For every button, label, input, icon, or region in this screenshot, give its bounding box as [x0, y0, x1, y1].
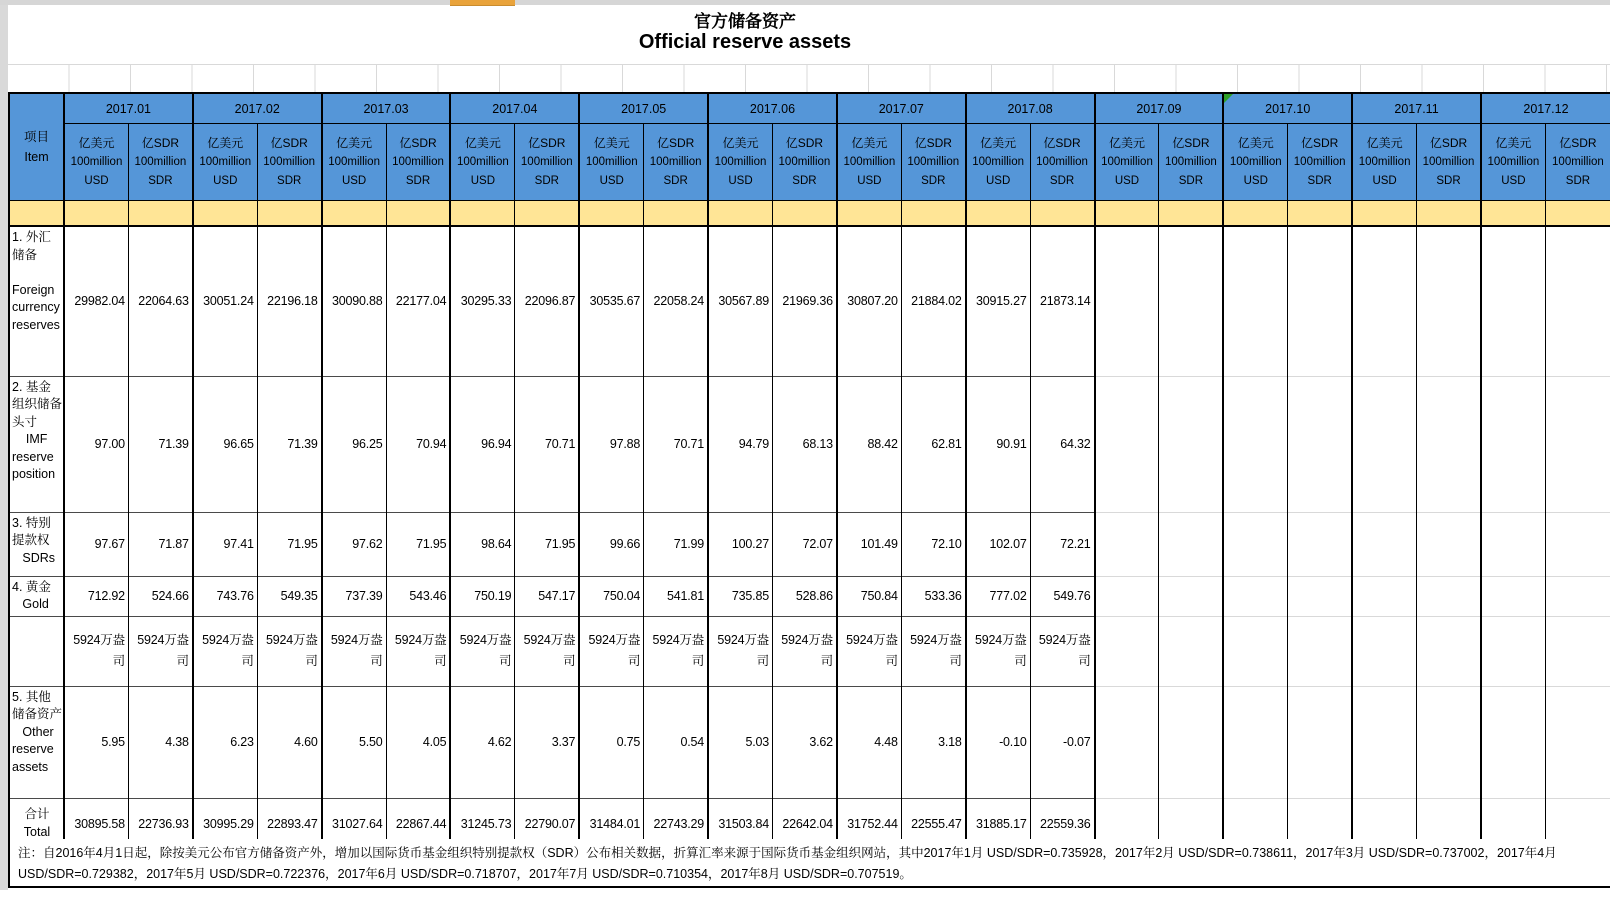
- table-cell[interactable]: 5924万盎司: [515, 616, 579, 686]
- band-cell[interactable]: [579, 201, 643, 227]
- table-cell[interactable]: 71.39: [257, 376, 321, 512]
- unit-header-2017.11-usd[interactable]: 亿美元 100million USD: [1352, 124, 1416, 201]
- table-cell[interactable]: [1288, 686, 1352, 798]
- band-cell[interactable]: [772, 201, 836, 227]
- table-cell[interactable]: 30995.29: [193, 798, 257, 850]
- month-header-2017.12[interactable]: 2017.12: [1481, 93, 1610, 124]
- table-cell[interactable]: 101.49: [837, 512, 901, 576]
- table-cell[interactable]: 549.76: [1030, 576, 1094, 616]
- table-cell[interactable]: [1159, 616, 1223, 686]
- table-cell[interactable]: 549.35: [257, 576, 321, 616]
- table-cell[interactable]: 97.62: [322, 512, 386, 576]
- table-cell[interactable]: 29982.04: [64, 226, 128, 376]
- table-cell[interactable]: 30895.58: [64, 798, 128, 850]
- sheet-title-en: Official reserve assets: [638, 31, 852, 53]
- table-cell[interactable]: 4.38: [128, 686, 192, 798]
- table-cell[interactable]: 96.94: [450, 376, 514, 512]
- unit-header-2017.08-sdr[interactable]: 亿SDR 100million SDR: [1030, 124, 1094, 201]
- footnote: 注：自2016年4月1日起，除按美元公布官方储备资产外，增加以国际货币基金组织特别提款权（SDR）公布相关数据，折算汇率来源于国际货币基金组织网站，其中2017年1月 USD/SDR=0.735928，2017年2月 USD/SDR=0.738611，2017年3月 USD/SDR=0.737002，2017年4月 USD/SDR=0.729382，2017年5月 USD/SDR=0.722376，2017年6月 USD/SDR=0.718707，2017年7月 USD/SDR=0.710354，2017年8月 USD/SDR=0.707519。: [8, 839, 1610, 888]
- month-header-2017.09[interactable]: 2017.09: [1095, 93, 1224, 124]
- table-cell[interactable]: [1159, 226, 1223, 376]
- table-cell[interactable]: 6.23: [193, 686, 257, 798]
- table-cell[interactable]: [1223, 376, 1287, 512]
- table-cell[interactable]: 3.18: [901, 686, 965, 798]
- table-cell[interactable]: 533.36: [901, 576, 965, 616]
- band-cell[interactable]: [1223, 201, 1287, 227]
- table-cell[interactable]: 21873.14: [1030, 226, 1094, 376]
- unit-header-2017.11-sdr[interactable]: 亿SDR 100million SDR: [1417, 124, 1481, 201]
- row-header-strip: [0, 5, 8, 890]
- table-cell[interactable]: 21884.02: [901, 226, 965, 376]
- table-cell[interactable]: 4.05: [386, 686, 450, 798]
- band-cell[interactable]: [515, 201, 579, 227]
- table-cell[interactable]: [1095, 686, 1159, 798]
- table-cell[interactable]: 22790.07: [515, 798, 579, 850]
- table-cell[interactable]: [1223, 512, 1287, 576]
- table-cell[interactable]: [1095, 576, 1159, 616]
- table-cell[interactable]: 21969.36: [772, 226, 836, 376]
- table-cell[interactable]: 3.37: [515, 686, 579, 798]
- unit-header-2017.02-sdr[interactable]: 亿SDR 100million SDR: [257, 124, 321, 201]
- table-cell[interactable]: 5924万盎司: [837, 616, 901, 686]
- table-cell[interactable]: 31885.17: [966, 798, 1030, 850]
- month-header-2017.06[interactable]: 2017.06: [708, 93, 837, 124]
- band-cell[interactable]: [128, 201, 192, 227]
- table-cell[interactable]: 5924万盎司: [64, 616, 128, 686]
- table-cell[interactable]: [1288, 616, 1352, 686]
- item-column-header[interactable]: 项目 Item: [9, 93, 64, 201]
- table-cell[interactable]: [1095, 226, 1159, 376]
- table-cell[interactable]: [1223, 686, 1287, 798]
- table-cell[interactable]: 777.02: [966, 576, 1030, 616]
- row-label-gold[interactable]: 4. 黄金 Gold: [9, 576, 64, 616]
- table-cell[interactable]: [1417, 616, 1481, 686]
- table-cell[interactable]: 5924万盎司: [966, 616, 1030, 686]
- band-cell[interactable]: [837, 201, 901, 227]
- unit-header-2017.08-usd[interactable]: 亿美元 100million USD: [966, 124, 1030, 201]
- month-header-2017.07[interactable]: 2017.07: [837, 93, 966, 124]
- table-cell[interactable]: [1417, 376, 1481, 512]
- band-cell[interactable]: [708, 201, 772, 227]
- unit-header-2017.04-usd[interactable]: 亿美元 100million USD: [450, 124, 514, 201]
- table-cell[interactable]: [1481, 686, 1545, 798]
- table-cell[interactable]: [1545, 512, 1610, 576]
- table-cell[interactable]: [1159, 576, 1223, 616]
- row-label-sdr[interactable]: 3. 特别 提款权 SDRs: [9, 512, 64, 576]
- table-cell[interactable]: 94.79: [708, 376, 772, 512]
- band-cell[interactable]: [257, 201, 321, 227]
- table-cell[interactable]: [1545, 616, 1610, 686]
- table-cell[interactable]: 22867.44: [386, 798, 450, 850]
- table-cell[interactable]: 22559.36: [1030, 798, 1094, 850]
- reserve-assets-table: [8, 92, 1610, 851]
- band-cell[interactable]: [1095, 201, 1159, 227]
- table-cell[interactable]: [1288, 512, 1352, 576]
- unit-header-2017.12-sdr[interactable]: 亿SDR 100million SDR: [1545, 124, 1610, 201]
- table-cell[interactable]: 98.64: [450, 512, 514, 576]
- table-cell[interactable]: 5.50: [322, 686, 386, 798]
- table-cell[interactable]: 99.66: [579, 512, 643, 576]
- table-cell[interactable]: [1545, 576, 1610, 616]
- unit-header-2017.05-usd[interactable]: 亿美元 100million USD: [579, 124, 643, 201]
- table-cell[interactable]: 528.86: [772, 576, 836, 616]
- table-cell[interactable]: 5924万盎司: [193, 616, 257, 686]
- table-cell[interactable]: [1159, 686, 1223, 798]
- sheet-title-zh: 官方储备资产: [694, 12, 796, 31]
- unit-header-2017.06-usd[interactable]: 亿美元 100million USD: [708, 124, 772, 201]
- table-cell[interactable]: 750.19: [450, 576, 514, 616]
- row-label-goldoz[interactable]: [9, 616, 64, 686]
- table-cell[interactable]: [1352, 226, 1416, 376]
- band-cell[interactable]: [64, 201, 128, 227]
- table-cell[interactable]: 30090.88: [322, 226, 386, 376]
- unit-header-2017.01-sdr[interactable]: 亿SDR 100million SDR: [128, 124, 192, 201]
- table-cell[interactable]: 30051.24: [193, 226, 257, 376]
- unit-header-2017.06-sdr[interactable]: 亿SDR 100million SDR: [772, 124, 836, 201]
- table-cell[interactable]: [1095, 512, 1159, 576]
- unit-header-2017.03-usd[interactable]: 亿美元 100million USD: [322, 124, 386, 201]
- table-cell[interactable]: 712.92: [64, 576, 128, 616]
- table-cell[interactable]: [1417, 512, 1481, 576]
- band-cell[interactable]: [901, 201, 965, 227]
- table-cell[interactable]: 5924万盎司: [450, 616, 514, 686]
- band-cell[interactable]: [386, 201, 450, 227]
- table-cell[interactable]: 5.03: [708, 686, 772, 798]
- table-cell[interactable]: [1223, 226, 1287, 376]
- month-header-2017.05[interactable]: 2017.05: [579, 93, 708, 124]
- table-cell[interactable]: 5.95: [64, 686, 128, 798]
- table-cell[interactable]: [1352, 686, 1416, 798]
- table-cell[interactable]: [1159, 512, 1223, 576]
- table-cell[interactable]: 735.85: [708, 576, 772, 616]
- table-cell[interactable]: 22196.18: [257, 226, 321, 376]
- column-header-strip: [0, 0, 1610, 5]
- table-cell[interactable]: 96.65: [193, 376, 257, 512]
- table-cell[interactable]: [1545, 226, 1610, 376]
- table-cell[interactable]: 70.94: [386, 376, 450, 512]
- month-header-2017.08[interactable]: 2017.08: [966, 93, 1095, 124]
- row-label-fx[interactable]: 1. 外汇 储备 Foreign currency reserves: [9, 226, 64, 376]
- table-cell[interactable]: [1417, 576, 1481, 616]
- table-cell[interactable]: 22642.04: [772, 798, 836, 850]
- band-cell[interactable]: [644, 201, 708, 227]
- unit-header-2017.07-sdr[interactable]: 亿SDR 100million SDR: [901, 124, 965, 201]
- table-cell[interactable]: 30535.67: [579, 226, 643, 376]
- table-cell[interactable]: 71.95: [515, 512, 579, 576]
- table-cell[interactable]: 543.46: [386, 576, 450, 616]
- table-cell[interactable]: 72.21: [1030, 512, 1094, 576]
- band-cell[interactable]: [1545, 201, 1610, 227]
- table-cell[interactable]: 97.67: [64, 512, 128, 576]
- table-cell[interactable]: [1095, 616, 1159, 686]
- table-cell[interactable]: 97.41: [193, 512, 257, 576]
- table-cell[interactable]: 102.07: [966, 512, 1030, 576]
- table-cell[interactable]: 743.76: [193, 576, 257, 616]
- band-cell[interactable]: [966, 201, 1030, 227]
- table-cell[interactable]: [1288, 576, 1352, 616]
- unit-header-2017.09-usd[interactable]: 亿美元 100million USD: [1095, 124, 1159, 201]
- table-cell[interactable]: [1481, 226, 1545, 376]
- table-cell[interactable]: 547.17: [515, 576, 579, 616]
- table-cell[interactable]: 71.95: [386, 512, 450, 576]
- table-cell[interactable]: 30567.89: [708, 226, 772, 376]
- table-cell[interactable]: [1545, 686, 1610, 798]
- table-cell[interactable]: 4.48: [837, 686, 901, 798]
- table-cell[interactable]: 0.54: [644, 686, 708, 798]
- table-cell[interactable]: 524.66: [128, 576, 192, 616]
- band-cell[interactable]: [9, 201, 64, 227]
- band-cell[interactable]: [450, 201, 514, 227]
- table-cell[interactable]: 5924万盎司: [322, 616, 386, 686]
- table-cell[interactable]: 31245.73: [450, 798, 514, 850]
- table-cell[interactable]: [1417, 686, 1481, 798]
- table-cell[interactable]: 71.39: [128, 376, 192, 512]
- band-cell[interactable]: [1417, 201, 1481, 227]
- table-cell[interactable]: 97.00: [64, 376, 128, 512]
- row-label-total[interactable]: 合计 Total: [9, 798, 64, 850]
- table-cell[interactable]: [1159, 376, 1223, 512]
- table-cell[interactable]: 64.32: [1030, 376, 1094, 512]
- table-cell[interactable]: 31752.44: [837, 798, 901, 850]
- unit-header-2017.12-usd[interactable]: 亿美元 100million USD: [1481, 124, 1545, 201]
- table-cell[interactable]: [1545, 376, 1610, 512]
- band-cell[interactable]: [1481, 201, 1545, 227]
- table-cell[interactable]: 4.60: [257, 686, 321, 798]
- table-cell[interactable]: 30295.33: [450, 226, 514, 376]
- table-cell[interactable]: [1481, 512, 1545, 576]
- table-cell[interactable]: 30807.20: [837, 226, 901, 376]
- table-cell[interactable]: 5924万盎司: [1030, 616, 1094, 686]
- table-cell[interactable]: [1481, 576, 1545, 616]
- table-cell[interactable]: 5924万盎司: [901, 616, 965, 686]
- unit-header-2017.09-sdr[interactable]: 亿SDR 100million SDR: [1159, 124, 1223, 201]
- table-cell[interactable]: 5924万盎司: [644, 616, 708, 686]
- unit-header-2017.10-sdr[interactable]: 亿SDR 100million SDR: [1288, 124, 1352, 201]
- table-cell[interactable]: 71.99: [644, 512, 708, 576]
- table-cell[interactable]: 71.87: [128, 512, 192, 576]
- table-cell[interactable]: 22736.93: [128, 798, 192, 850]
- row-label-imf[interactable]: 2. 基金 组织储备 头寸 IMF reserve position: [9, 376, 64, 512]
- band-cell[interactable]: [1288, 201, 1352, 227]
- table-cell[interactable]: 72.07: [772, 512, 836, 576]
- table-cell[interactable]: [1481, 616, 1545, 686]
- table-cell[interactable]: 4.62: [450, 686, 514, 798]
- unit-header-2017.04-sdr[interactable]: 亿SDR 100million SDR: [515, 124, 579, 201]
- table-cell[interactable]: [1223, 616, 1287, 686]
- table-cell[interactable]: 5924万盎司: [708, 616, 772, 686]
- table-cell[interactable]: [1288, 376, 1352, 512]
- table-cell[interactable]: [1352, 376, 1416, 512]
- month-header-2017.04[interactable]: 2017.04: [450, 93, 579, 124]
- month-header-2017.02[interactable]: 2017.02: [193, 93, 322, 124]
- month-header-2017.11[interactable]: 2017.11: [1352, 93, 1481, 124]
- unit-header-2017.07-usd[interactable]: 亿美元 100million USD: [837, 124, 901, 201]
- table-cell[interactable]: 31027.64: [322, 798, 386, 850]
- table-cell[interactable]: [1481, 376, 1545, 512]
- table-cell[interactable]: 0.75: [579, 686, 643, 798]
- table-cell[interactable]: [1352, 616, 1416, 686]
- table-cell[interactable]: 22893.47: [257, 798, 321, 850]
- table-cell[interactable]: 70.71: [644, 376, 708, 512]
- table-cell[interactable]: 90.91: [966, 376, 1030, 512]
- table-cell[interactable]: 30915.27: [966, 226, 1030, 376]
- month-header-2017.01[interactable]: 2017.01: [64, 93, 193, 124]
- table-cell[interactable]: 5924万盎司: [579, 616, 643, 686]
- table-cell[interactable]: 72.10: [901, 512, 965, 576]
- table-cell[interactable]: [1288, 226, 1352, 376]
- table-cell[interactable]: 31484.01: [579, 798, 643, 850]
- table-cell[interactable]: [1352, 576, 1416, 616]
- table-cell[interactable]: 3.62: [772, 686, 836, 798]
- band-cell[interactable]: [1159, 201, 1223, 227]
- table-cell[interactable]: 737.39: [322, 576, 386, 616]
- table-cell[interactable]: 96.25: [322, 376, 386, 512]
- unit-header-2017.05-sdr[interactable]: 亿SDR 100million SDR: [644, 124, 708, 201]
- table-cell[interactable]: 5924万盎司: [128, 616, 192, 686]
- month-header-2017.10[interactable]: 2017.10: [1223, 93, 1352, 124]
- table-cell[interactable]: 5924万盎司: [386, 616, 450, 686]
- table-cell[interactable]: -0.07: [1030, 686, 1094, 798]
- month-header-2017.03[interactable]: 2017.03: [322, 93, 451, 124]
- table-cell[interactable]: [1095, 376, 1159, 512]
- table-cell[interactable]: 5924万盎司: [772, 616, 836, 686]
- band-cell[interactable]: [193, 201, 257, 227]
- table-cell[interactable]: 750.84: [837, 576, 901, 616]
- table-cell[interactable]: 68.13: [772, 376, 836, 512]
- table-cell[interactable]: 71.95: [257, 512, 321, 576]
- row-label-other[interactable]: 5. 其他 储备资产 Other reserve assets: [9, 686, 64, 798]
- table-cell[interactable]: 22064.63: [128, 226, 192, 376]
- table-cell[interactable]: 541.81: [644, 576, 708, 616]
- unit-header-2017.10-usd[interactable]: 亿美元 100million USD: [1223, 124, 1287, 201]
- table-cell[interactable]: [1352, 512, 1416, 576]
- table-cell[interactable]: 88.42: [837, 376, 901, 512]
- table-cell[interactable]: -0.10: [966, 686, 1030, 798]
- table-cell[interactable]: 22058.24: [644, 226, 708, 376]
- table-cell[interactable]: 97.88: [579, 376, 643, 512]
- table-cell[interactable]: 100.27: [708, 512, 772, 576]
- table-cell[interactable]: 22177.04: [386, 226, 450, 376]
- table-cell[interactable]: [1417, 226, 1481, 376]
- band-cell[interactable]: [1352, 201, 1416, 227]
- band-cell[interactable]: [1030, 201, 1094, 227]
- band-cell[interactable]: [322, 201, 386, 227]
- table-cell[interactable]: 62.81: [901, 376, 965, 512]
- unit-header-2017.03-sdr[interactable]: 亿SDR 100million SDR: [386, 124, 450, 201]
- selected-column-highlight: [450, 0, 515, 6]
- table-cell[interactable]: 22743.29: [644, 798, 708, 850]
- table-cell[interactable]: 5924万盎司: [257, 616, 321, 686]
- table-cell[interactable]: 750.04: [579, 576, 643, 616]
- table-cell[interactable]: 70.71: [515, 376, 579, 512]
- unit-header-2017.02-usd[interactable]: 亿美元 100million USD: [193, 124, 257, 201]
- table-cell[interactable]: [1223, 576, 1287, 616]
- table-cell[interactable]: 22555.47: [901, 798, 965, 850]
- table-cell[interactable]: 22096.87: [515, 226, 579, 376]
- table-cell[interactable]: 31503.84: [708, 798, 772, 850]
- unit-header-2017.01-usd[interactable]: 亿美元 100million USD: [64, 124, 128, 201]
- empty-grid-row: [8, 64, 1610, 94]
